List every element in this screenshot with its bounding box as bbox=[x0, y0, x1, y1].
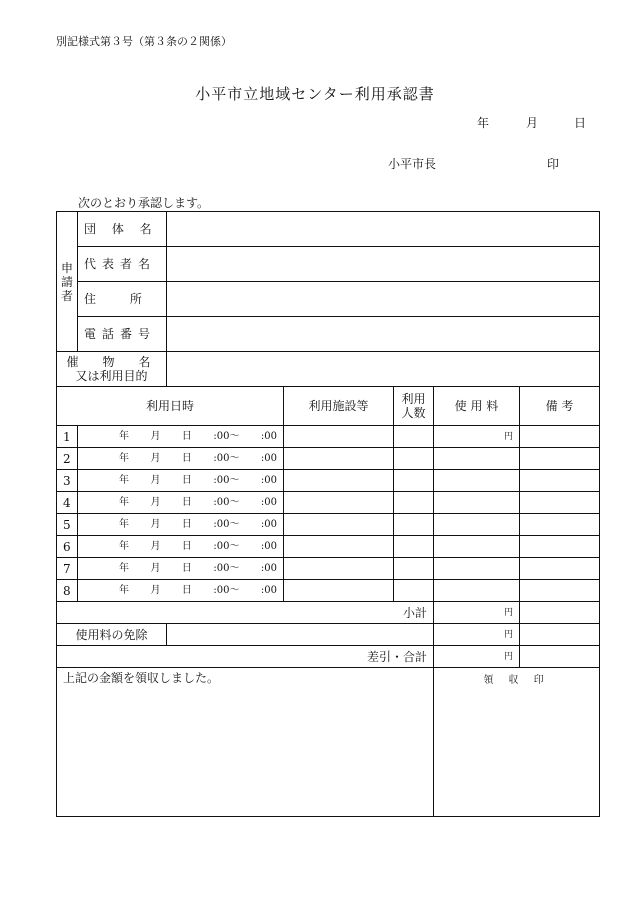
representative-label: 代表者名 bbox=[78, 247, 167, 282]
datetime-field[interactable]: 年 月 日 :00〜 :00 bbox=[78, 448, 284, 470]
usage-row bbox=[57, 514, 600, 536]
receipt-row bbox=[57, 668, 600, 817]
form-number-note: 別記様式第３号（第３条の２関係） bbox=[56, 35, 232, 48]
exemption-field[interactable]: 円 bbox=[434, 624, 520, 646]
remarks-field[interactable] bbox=[520, 558, 600, 580]
facility-header: 利用施設等 bbox=[284, 387, 394, 426]
usage-row bbox=[57, 470, 600, 492]
seal-mark: 印 bbox=[547, 157, 560, 171]
receipt-memo: 上記の金額を領収しました。 bbox=[57, 668, 434, 817]
row-number: 6 bbox=[57, 536, 78, 558]
people-field[interactable] bbox=[394, 448, 434, 470]
event-field[interactable] bbox=[167, 352, 600, 387]
people-field[interactable] bbox=[394, 580, 434, 602]
approval-form-table bbox=[56, 211, 600, 817]
fee-field[interactable] bbox=[434, 470, 520, 492]
date-day-label: 日 bbox=[574, 116, 587, 130]
fee-field[interactable] bbox=[434, 580, 520, 602]
datetime-field[interactable]: 年 月 日 :00〜 :00 bbox=[78, 470, 284, 492]
org-name-label: 団 体 名 bbox=[78, 212, 167, 247]
people-field[interactable] bbox=[394, 558, 434, 580]
applicant-phone-row bbox=[57, 317, 600, 352]
fee-field[interactable] bbox=[434, 536, 520, 558]
row-number: 4 bbox=[57, 492, 78, 514]
people-header: 利用 人数 bbox=[394, 387, 434, 426]
datetime-field[interactable]: 年 月 日 :00〜 :00 bbox=[78, 580, 284, 602]
event-label: 催 物 名 又は利用目的 bbox=[57, 352, 167, 387]
facility-field[interactable] bbox=[284, 580, 394, 602]
event-row bbox=[57, 352, 600, 387]
applicant-rep-row bbox=[57, 247, 600, 282]
row-number: 8 bbox=[57, 580, 78, 602]
facility-field[interactable] bbox=[284, 448, 394, 470]
remarks-field[interactable] bbox=[520, 580, 600, 602]
remarks-field[interactable] bbox=[520, 470, 600, 492]
row-number: 3 bbox=[57, 470, 78, 492]
receipt-seal-area: 領 収 印 bbox=[434, 668, 600, 817]
datetime-field[interactable]: 年 月 日 :00〜 :00 bbox=[78, 558, 284, 580]
subtotal-field[interactable]: 円 bbox=[434, 602, 520, 624]
exemption-row bbox=[57, 624, 600, 646]
facility-field[interactable] bbox=[284, 514, 394, 536]
usage-row bbox=[57, 426, 600, 448]
fee-header: 使 用 料 bbox=[434, 387, 520, 426]
remarks-field[interactable] bbox=[520, 448, 600, 470]
applicant-group-label: 申 請 者 bbox=[57, 212, 78, 352]
facility-field[interactable] bbox=[284, 558, 394, 580]
date-month-label: 月 bbox=[526, 116, 539, 130]
fee-field[interactable]: 円 bbox=[434, 426, 520, 448]
datetime-field[interactable]: 年 月 日 :00〜 :00 bbox=[78, 492, 284, 514]
row-number: 1 bbox=[57, 426, 78, 448]
facility-field[interactable] bbox=[284, 470, 394, 492]
datetime-field[interactable]: 年 月 日 :00〜 :00 bbox=[78, 514, 284, 536]
phone-field[interactable] bbox=[167, 317, 600, 352]
remarks-field[interactable] bbox=[520, 426, 600, 448]
people-field[interactable] bbox=[394, 470, 434, 492]
representative-field[interactable] bbox=[167, 247, 600, 282]
approval-intro: 次のとおり承認します。 bbox=[78, 196, 210, 210]
usage-row bbox=[57, 492, 600, 514]
net-total-remarks[interactable] bbox=[520, 646, 600, 668]
datetime-field[interactable]: 年 月 日 :00〜 :00 bbox=[78, 536, 284, 558]
address-label: 住 所 bbox=[78, 282, 167, 317]
fee-field[interactable] bbox=[434, 558, 520, 580]
applicant-address-row bbox=[57, 282, 600, 317]
fee-field[interactable] bbox=[434, 448, 520, 470]
people-field[interactable] bbox=[394, 536, 434, 558]
people-field[interactable] bbox=[394, 426, 434, 448]
people-field[interactable] bbox=[394, 514, 434, 536]
remarks-header: 備 考 bbox=[520, 387, 600, 426]
row-number: 7 bbox=[57, 558, 78, 580]
address-field[interactable] bbox=[167, 282, 600, 317]
net-total-field[interactable]: 円 bbox=[434, 646, 520, 668]
row-number: 2 bbox=[57, 448, 78, 470]
date-year-label: 年 bbox=[477, 116, 490, 130]
fee-field[interactable] bbox=[434, 492, 520, 514]
subtotal-remarks[interactable] bbox=[520, 602, 600, 624]
signer-name: 小平市長 bbox=[388, 157, 437, 171]
row-number: 5 bbox=[57, 514, 78, 536]
facility-field[interactable] bbox=[284, 426, 394, 448]
usage-row bbox=[57, 580, 600, 602]
remarks-field[interactable] bbox=[520, 514, 600, 536]
people-field[interactable] bbox=[394, 492, 434, 514]
usage-row bbox=[57, 558, 600, 580]
org-name-field[interactable] bbox=[167, 212, 600, 247]
fee-field[interactable] bbox=[434, 514, 520, 536]
exemption-reason-field[interactable] bbox=[167, 624, 434, 646]
datetime-field[interactable]: 年 月 日 :00〜 :00 bbox=[78, 426, 284, 448]
subtotal-label: 小計 bbox=[57, 602, 434, 624]
remarks-field[interactable] bbox=[520, 536, 600, 558]
exemption-remarks[interactable] bbox=[520, 624, 600, 646]
facility-field[interactable] bbox=[284, 536, 394, 558]
net-total-label: 差引・合計 bbox=[57, 646, 434, 668]
usage-row bbox=[57, 536, 600, 558]
applicant-org-row bbox=[57, 212, 600, 247]
remarks-field[interactable] bbox=[520, 492, 600, 514]
subtotal-row bbox=[57, 602, 600, 624]
usage-header-row bbox=[57, 387, 600, 426]
phone-label: 電話番号 bbox=[78, 317, 167, 352]
facility-field[interactable] bbox=[284, 492, 394, 514]
datetime-header: 利用日時 bbox=[57, 387, 284, 426]
usage-row bbox=[57, 448, 600, 470]
net-total-row bbox=[57, 646, 600, 668]
exemption-label: 使用料の免除 bbox=[57, 624, 167, 646]
document-title: 小平市立地域センター利用承認書 bbox=[195, 85, 435, 103]
